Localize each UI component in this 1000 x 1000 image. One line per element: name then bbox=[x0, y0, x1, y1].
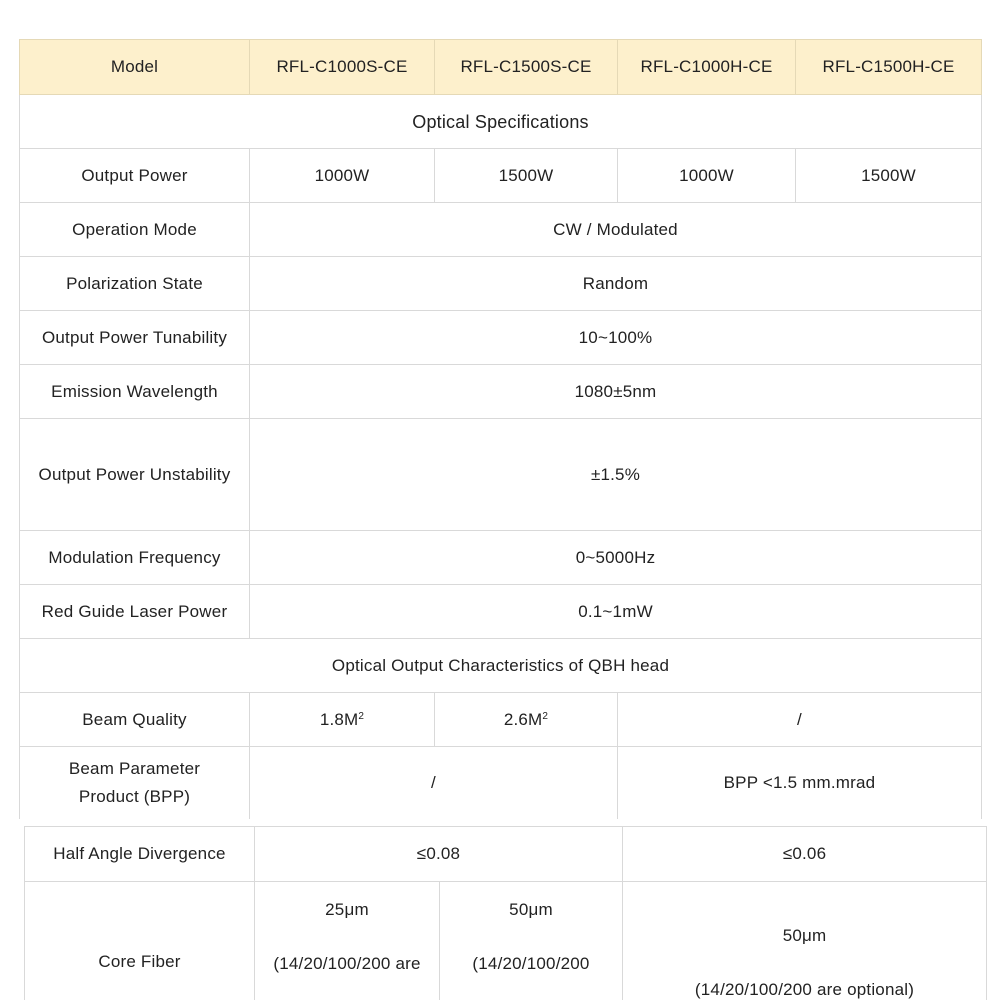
core-fiber-options: (14/20/100/200 are optional) bbox=[694, 980, 915, 999]
row-value: ≤0.06 bbox=[623, 827, 987, 882]
row-value bbox=[435, 693, 618, 747]
table-row bbox=[20, 257, 982, 311]
row-label: Output Power Tunability bbox=[20, 311, 250, 365]
row-value: 1500W bbox=[435, 149, 618, 203]
row-value: / bbox=[618, 693, 982, 747]
table-row bbox=[20, 311, 982, 365]
bpp-label-line1: Beam Parameter bbox=[68, 758, 201, 778]
row-value: 1000W bbox=[250, 149, 435, 203]
spec-table bbox=[19, 39, 982, 819]
table-row bbox=[25, 827, 987, 882]
beam-quality-value: 2.6M bbox=[503, 709, 543, 729]
row-value: 0.1~1mW bbox=[250, 585, 982, 639]
section-row bbox=[20, 639, 982, 693]
row-value: 0~5000Hz bbox=[250, 531, 982, 585]
row-label: Output Power Unstability bbox=[20, 419, 250, 531]
model-label: Model bbox=[20, 40, 250, 95]
row-value bbox=[250, 693, 435, 747]
row-value bbox=[255, 882, 440, 1000]
row-value: 1000W bbox=[618, 149, 796, 203]
spec-table-continued bbox=[24, 826, 987, 1000]
row-label bbox=[20, 747, 250, 819]
superscript: 2 bbox=[358, 710, 365, 722]
row-value bbox=[440, 882, 623, 1000]
row-label: Modulation Frequency bbox=[20, 531, 250, 585]
table-row bbox=[20, 365, 982, 419]
row-label: Red Guide Laser Power bbox=[20, 585, 250, 639]
core-fiber-size: 50μm bbox=[782, 926, 827, 945]
row-value: ±1.5% bbox=[250, 419, 982, 531]
table-row bbox=[20, 585, 982, 639]
model-1: RFL-C1000S-CE bbox=[250, 40, 435, 95]
row-value: 10~100% bbox=[250, 311, 982, 365]
row-label: Emission Wavelength bbox=[20, 365, 250, 419]
section-qbh-title: Optical Output Characteristics of QBH head bbox=[20, 639, 982, 693]
row-label: Operation Mode bbox=[20, 203, 250, 257]
row-value: ≤0.08 bbox=[255, 827, 623, 882]
core-fiber-size: 25μm bbox=[325, 900, 369, 919]
table-row bbox=[20, 693, 982, 747]
row-value: BPP <1.5 mm.mrad bbox=[618, 747, 982, 819]
row-label bbox=[25, 882, 255, 1000]
core-fiber-size: 50μm bbox=[509, 900, 553, 919]
beam-quality-value: 1.8M bbox=[319, 709, 359, 729]
row-label: Output Power bbox=[20, 149, 250, 203]
section-optical-title: Optical Specifications bbox=[20, 95, 982, 149]
table-row bbox=[20, 149, 982, 203]
table-row bbox=[20, 747, 982, 819]
row-label: Polarization State bbox=[20, 257, 250, 311]
row-value: 1080±5nm bbox=[250, 365, 982, 419]
table-row bbox=[25, 882, 987, 1000]
bpp-label-line2: Product (BPP) bbox=[78, 786, 191, 806]
row-value: CW / Modulated bbox=[250, 203, 982, 257]
superscript: 2 bbox=[542, 710, 549, 722]
model-4: RFL-C1500H-CE bbox=[796, 40, 982, 95]
table-row bbox=[20, 531, 982, 585]
row-value bbox=[623, 882, 987, 1000]
core-fiber-label: Core Fiber bbox=[98, 952, 181, 971]
core-fiber-options: (14/20/100/200 are bbox=[273, 954, 421, 973]
row-label: Half Angle Divergence bbox=[25, 827, 255, 882]
table-row bbox=[20, 203, 982, 257]
model-2: RFL-C1500S-CE bbox=[435, 40, 618, 95]
section-row bbox=[20, 95, 982, 149]
model-3: RFL-C1000H-CE bbox=[618, 40, 796, 95]
header-row bbox=[20, 40, 982, 95]
table-row bbox=[20, 419, 982, 531]
row-value: / bbox=[250, 747, 618, 819]
row-value: Random bbox=[250, 257, 982, 311]
core-fiber-options: (14/20/100/200 bbox=[472, 954, 590, 973]
row-value: 1500W bbox=[796, 149, 982, 203]
row-label: Beam Quality bbox=[20, 693, 250, 747]
